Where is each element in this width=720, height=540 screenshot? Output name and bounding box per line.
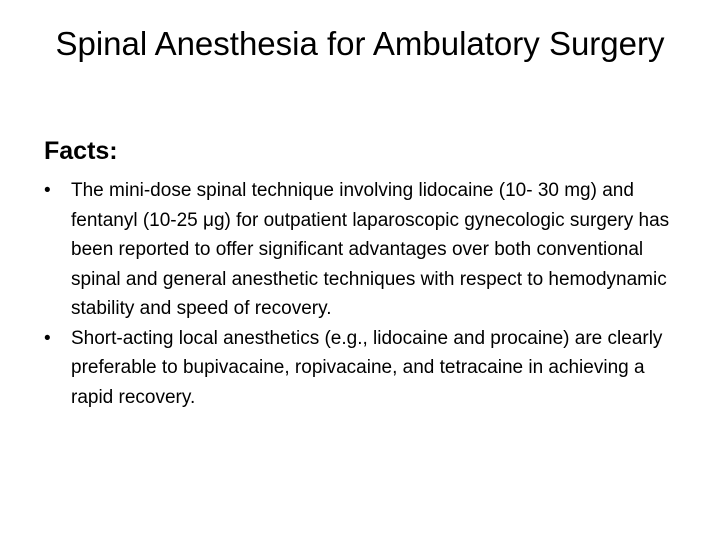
bullet-list (44, 176, 684, 412)
bullet-item (44, 176, 684, 324)
slide-title: Spinal Anesthesia for Ambulatory Surgery (55, 25, 665, 62)
bullet-marker: • (44, 327, 51, 349)
bullet-item (44, 324, 684, 413)
bullet-marker: • (44, 180, 51, 201)
facts-heading: Facts: (44, 137, 118, 165)
bullet-text: Short-acting local anesthetics (e.g., lidocaine and procaine) are clearly preferable to bupivacaine, ropivacaine, and tetracaine in achieving a rapid recovery. (71, 327, 663, 408)
bullet-text: The mini-dose spinal technique involving lidocaine (10- 30 mg) and fentanyl (10-25 μg) for outpatient laparoscopic gynecologic surgery has been reported to offer significant advantages over both conventional spinal and general anesthetic techniques with respect to hemodynamic stability and speed of recovery. (71, 180, 670, 319)
